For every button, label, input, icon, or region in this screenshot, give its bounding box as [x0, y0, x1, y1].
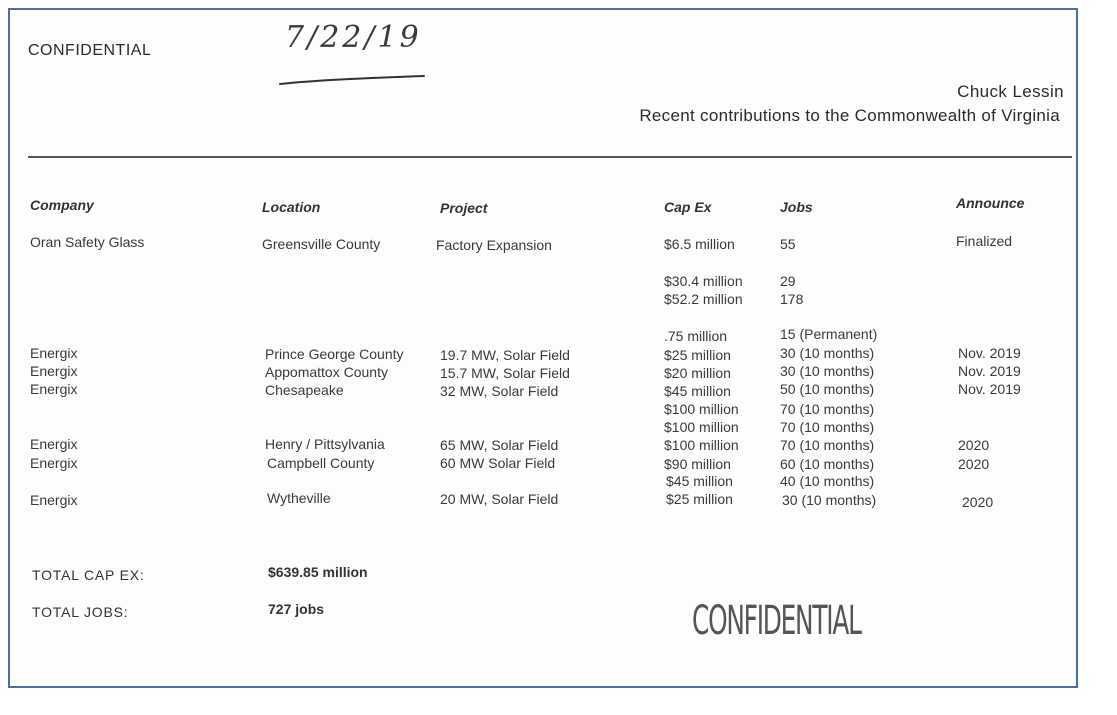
cell-location: Prince George County — [265, 346, 404, 362]
cell-project: 32 MW, Solar Field — [440, 383, 559, 399]
author-name: Chuck Lessin — [957, 82, 1064, 101]
cell-capex: $45 million — [664, 383, 731, 399]
column-header-announce: Announce — [956, 195, 1025, 211]
cell-project: 60 MW Solar Field — [440, 455, 556, 471]
cell-jobs: 50 (10 months) — [780, 381, 875, 397]
cell-capex: $30.4 million — [664, 273, 743, 289]
column-header-location: Location — [262, 199, 321, 215]
cell-announce: Finalized — [956, 233, 1013, 249]
handwritten-underline — [278, 74, 428, 88]
cell-jobs: 30 (10 months) — [780, 363, 875, 379]
cell-company: Energix — [30, 381, 78, 397]
cell-jobs: 30 (10 months) — [782, 492, 877, 508]
cell-project: 65 MW, Solar Field — [440, 437, 559, 453]
cell-capex: $45 million — [666, 473, 733, 489]
cell-capex: $100 million — [664, 401, 739, 417]
cell-jobs: 70 (10 months) — [780, 419, 875, 435]
cell-capex: $20 million — [664, 365, 731, 381]
cell-announce: 2020 — [962, 494, 994, 510]
cell-announce: Nov. 2019 — [958, 345, 1021, 361]
column-header-jobs: Jobs — [780, 199, 813, 215]
column-header-capex: Cap Ex — [664, 199, 712, 215]
cell-company: Energix — [30, 436, 78, 452]
handwritten-date: 7/22/19 — [285, 20, 422, 55]
document-subtitle: Recent contributions to the Commonwealth of Virginia — [639, 106, 1060, 125]
cell-jobs: 40 (10 months) — [780, 473, 875, 489]
cell-project: 19.7 MW, Solar Field — [440, 347, 570, 363]
cell-company: Oran Safety Glass — [30, 234, 145, 250]
cell-jobs: 60 (10 months) — [780, 456, 875, 472]
header-divider — [28, 156, 1072, 158]
cell-capex: $25 million — [666, 491, 733, 507]
cell-project: 15.7 MW, Solar Field — [440, 365, 570, 381]
confidential-stamp: CONFIDENTIAL — [692, 598, 861, 644]
cell-location: Greensville County — [262, 236, 381, 252]
document-page — [8, 8, 1078, 688]
total-capex-value: $639.85 million — [268, 564, 368, 580]
cell-announce: Nov. 2019 — [958, 381, 1021, 397]
cell-announce: 2020 — [958, 437, 990, 453]
cell-capex: $100 million — [664, 437, 739, 453]
cell-capex: $6.5 million — [664, 236, 735, 252]
cell-project: 20 MW, Solar Field — [440, 491, 559, 507]
cell-project: Factory Expansion — [436, 237, 552, 253]
column-header-project: Project — [440, 200, 488, 216]
cell-jobs: 55 — [780, 236, 796, 252]
cell-capex: .75 million — [664, 328, 728, 344]
cell-location: Appomattox County — [265, 364, 388, 380]
cell-location: Campbell County — [267, 455, 375, 471]
cell-jobs: 178 — [780, 291, 804, 307]
cell-jobs: 29 — [780, 273, 796, 289]
cell-jobs: 15 (Permanent) — [780, 326, 878, 342]
cell-company: Energix — [30, 345, 78, 361]
cell-company: Energix — [30, 455, 78, 471]
cell-announce: Nov. 2019 — [958, 363, 1021, 379]
cell-announce: 2020 — [958, 456, 990, 472]
total-capex-label: TOTAL CAP EX: — [32, 567, 145, 583]
cell-capex: $100 million — [664, 419, 739, 435]
cell-company: Energix — [30, 492, 78, 508]
total-jobs-value: 727 jobs — [268, 601, 325, 617]
cell-jobs: 70 (10 months) — [780, 437, 875, 453]
cell-jobs: 30 (10 months) — [780, 345, 875, 361]
total-jobs-label: TOTAL JOBS: — [32, 604, 129, 620]
cell-location: Wytheville — [267, 490, 331, 506]
cell-capex: $90 million — [664, 456, 731, 472]
cell-location: Chesapeake — [265, 382, 344, 398]
column-header-company: Company — [30, 197, 94, 213]
cell-company: Energix — [30, 363, 78, 379]
cell-capex: $52.2 million — [664, 291, 743, 307]
cell-location: Henry / Pittsylvania — [265, 436, 385, 452]
cell-capex: $25 million — [664, 347, 731, 363]
confidential-label: CONFIDENTIAL — [28, 42, 152, 59]
cell-jobs: 70 (10 months) — [780, 401, 875, 417]
